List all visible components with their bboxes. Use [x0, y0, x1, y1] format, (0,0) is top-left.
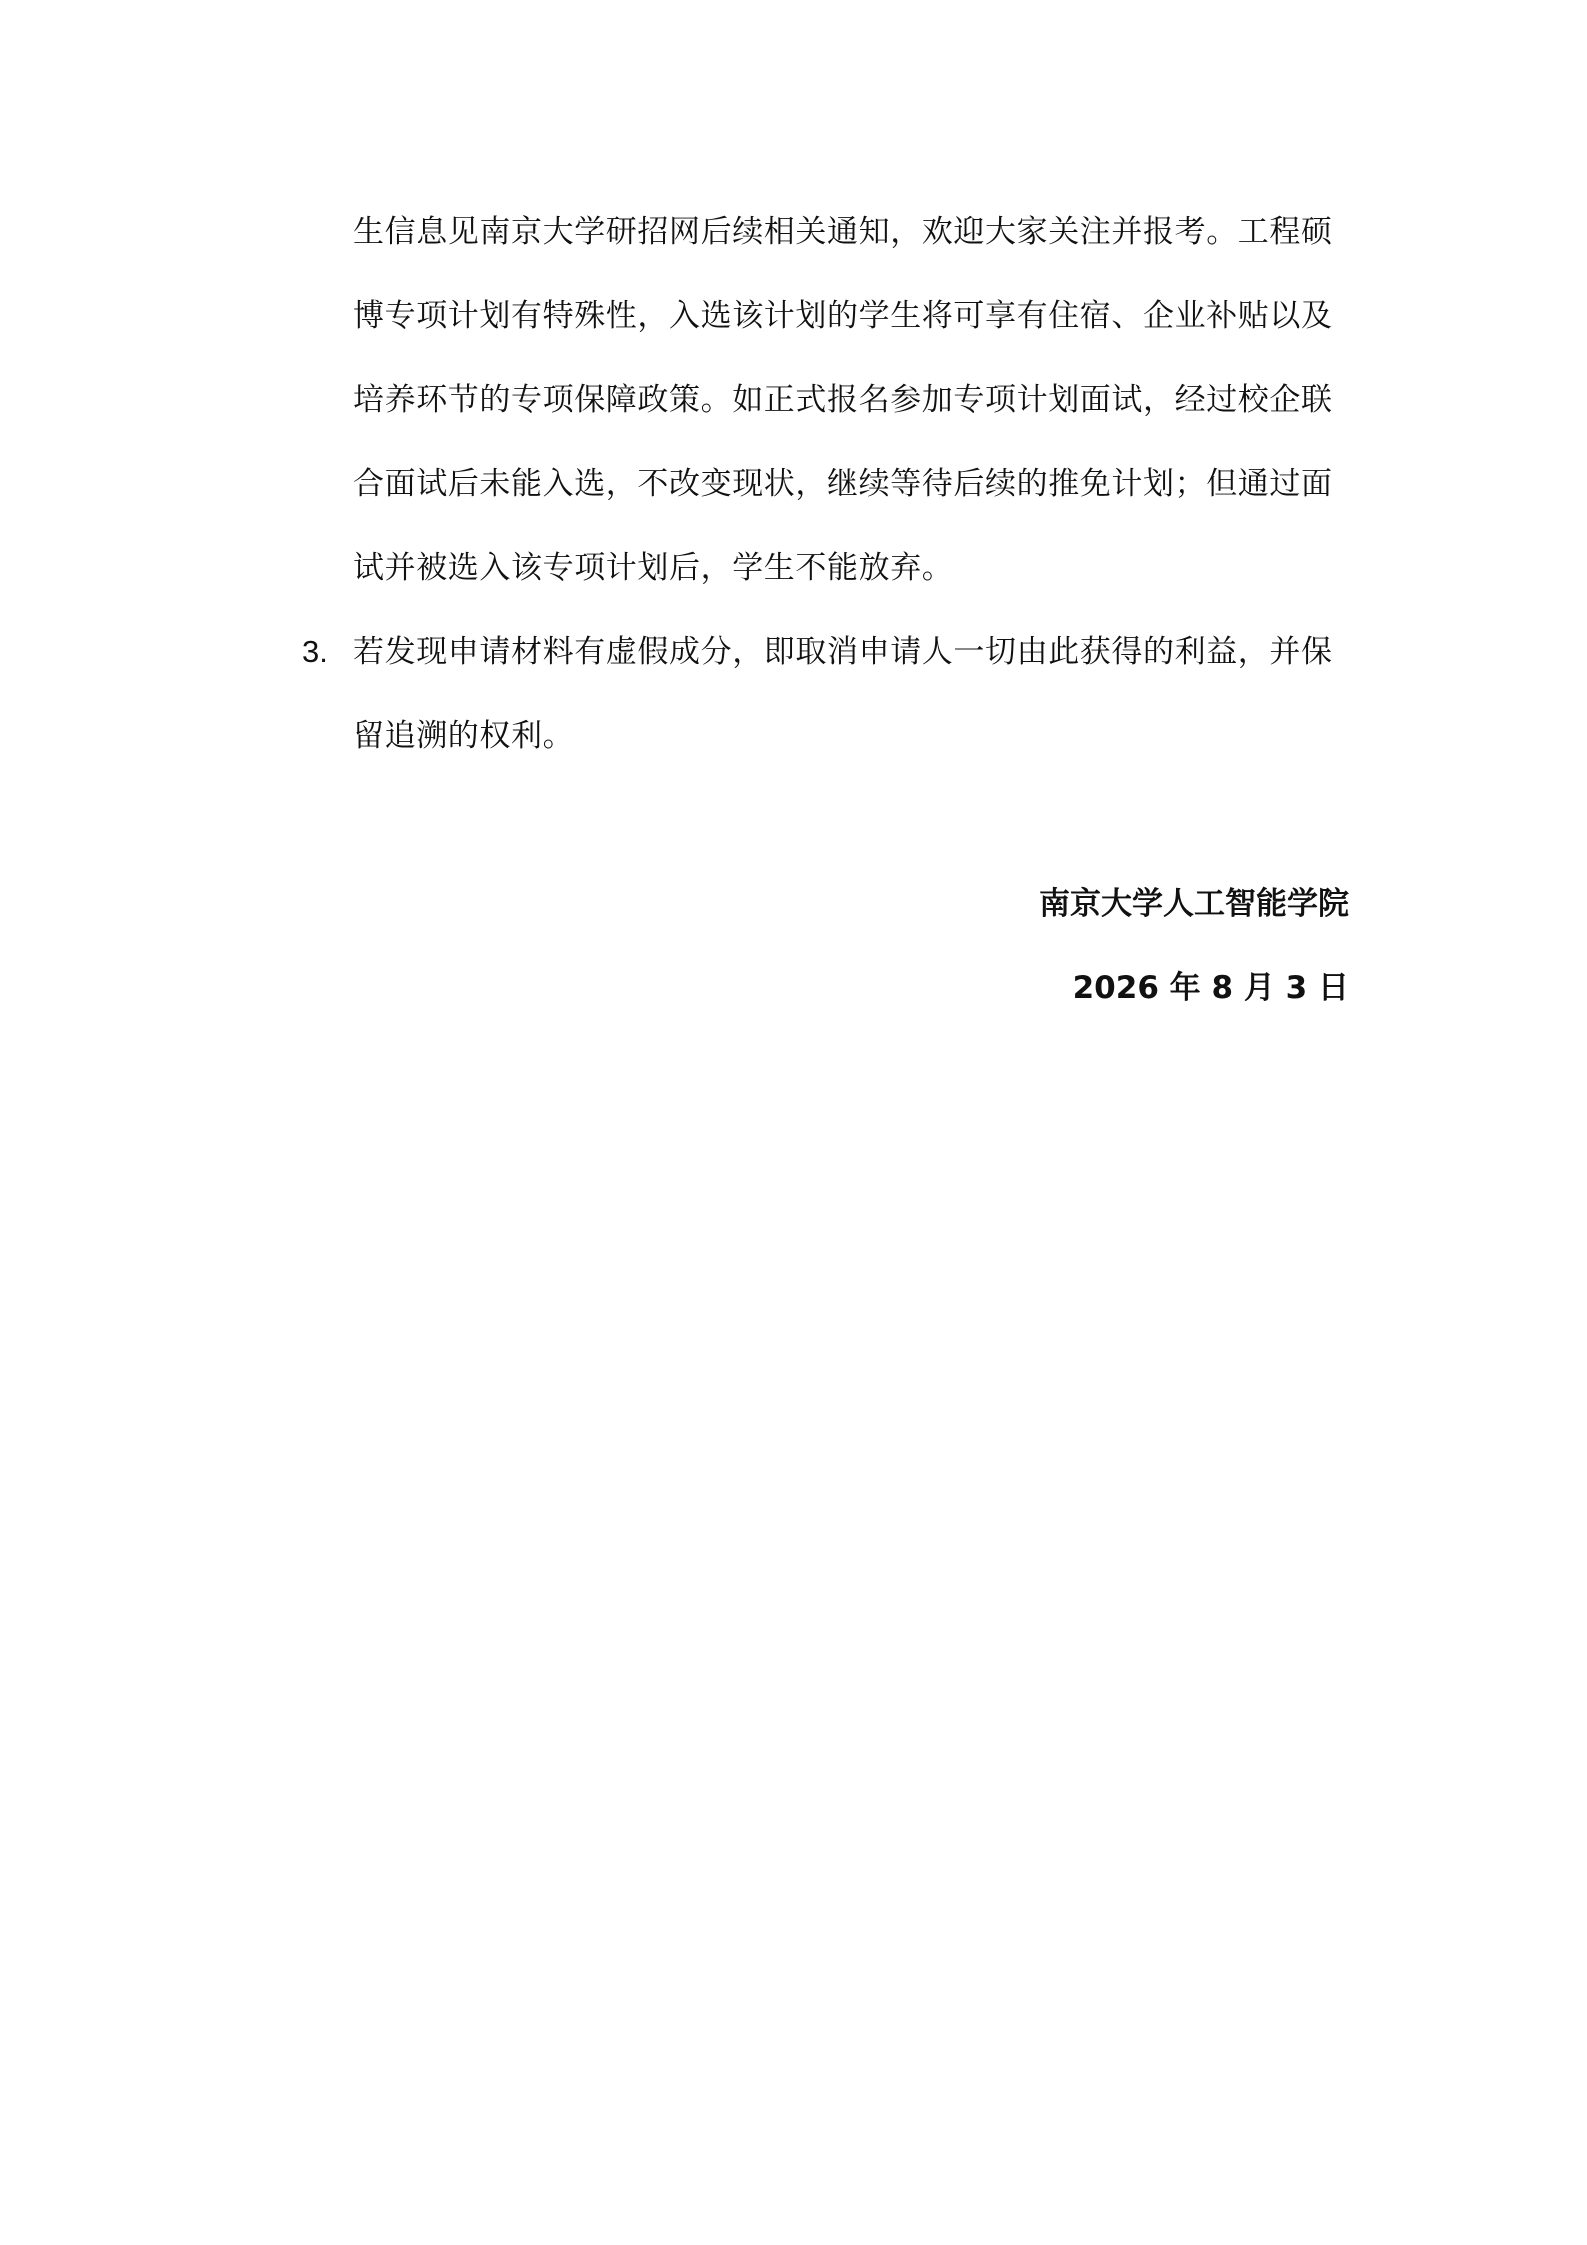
paragraph-line: 培养环节的专项保障政策。如正式报名参加专项计划面试，经过校企联: [353, 382, 1333, 418]
signature-date: 2026 年 8 月 3 日: [1072, 970, 1349, 1006]
paragraph-line: 试并被选入该专项计划后，学生不能放弃。: [353, 550, 954, 586]
paragraph-line: 生信息见南京大学研招网后续相关通知，欢迎大家关注并报考。工程硕: [353, 214, 1333, 250]
paragraph-line: 博专项计划有特殊性，入选该计划的学生将可享有住宿、企业补贴以及: [353, 298, 1333, 334]
list-item-line: 若发现申请材料有虚假成分，即取消申请人一切由此获得的利益，并保: [353, 634, 1333, 670]
paragraph-line: 合面试后未能入选，不改变现状，继续等待后续的推免计划；但通过面: [353, 466, 1333, 502]
signature-organization: 南京大学人工智能学院: [1039, 886, 1349, 922]
list-item-line: 留追溯的权利。: [353, 718, 575, 754]
list-item-number: 3.: [302, 634, 328, 669]
